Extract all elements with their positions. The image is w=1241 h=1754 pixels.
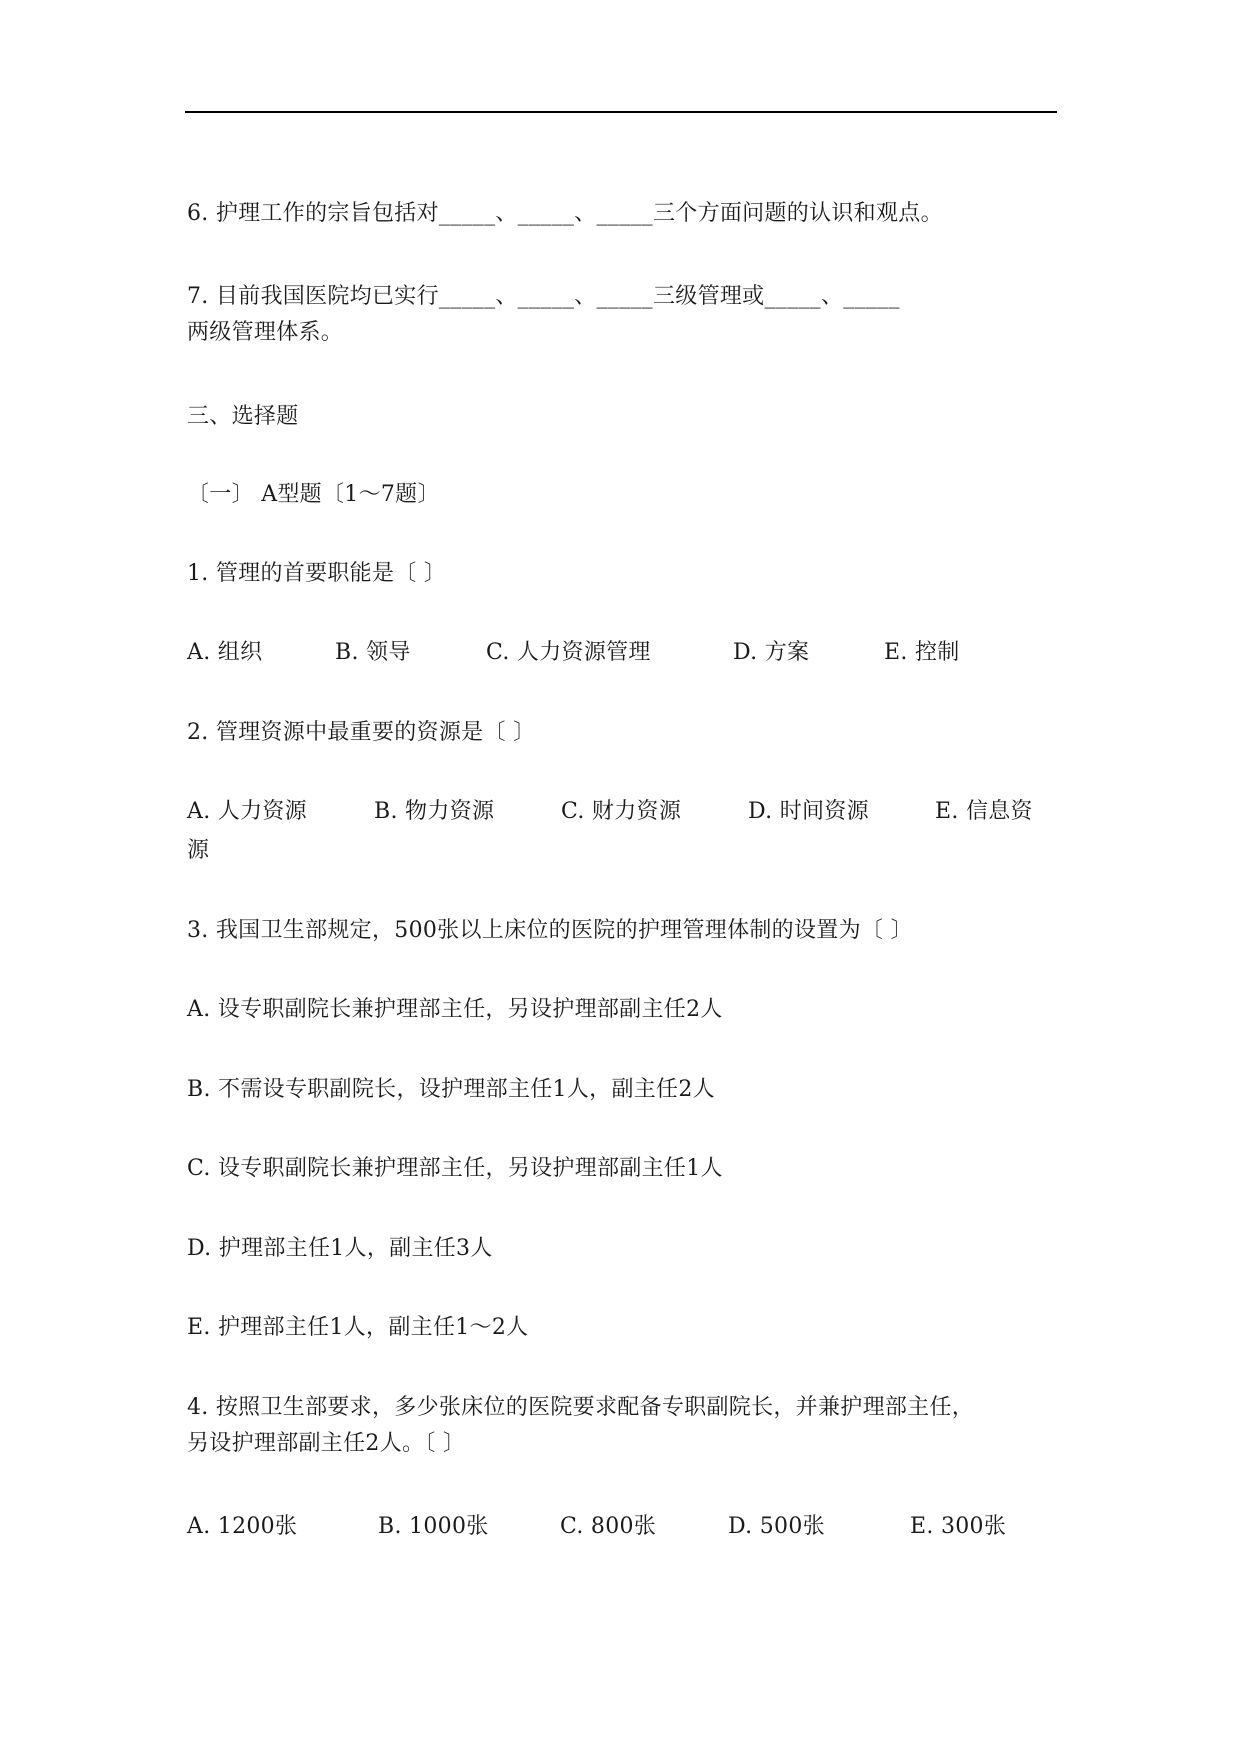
option-a: A. 人力资源 [187,799,307,824]
question-4-stem-line-1: 4. 按照卫生部要求，多少张床位的医院要求配备专职副院长，并兼护理部主任， [187,1395,975,1420]
header-rule [185,111,1057,113]
option-c: C. 财力资源 [561,799,682,824]
question-1-stem: 1. 管理的首要职能是〔 〕 [187,561,447,586]
option-e: E. 控制 [884,640,960,665]
subsection-heading: 〔一〕 A型题〔1～7题〕 [187,482,440,507]
question-7-line-2: 两级管理体系。 [187,320,344,345]
question-3-option-e: E. 护理部主任1人，副主任1～2人 [187,1315,529,1340]
option-c: C. 人力资源管理 [486,640,651,665]
option-b: B. 领导 [335,640,411,665]
question-3-option-c: C. 设专职副院长兼护理部主任，另设护理部副主任1人 [187,1156,723,1181]
question-2-options-overflow: 源 [187,838,210,863]
option-d: D. 方案 [733,640,810,665]
question-6: 6. 护理工作的宗旨包括对_____、_____、_____三个方面问题的认识和观点。 [187,201,943,226]
question-4-stem-line-2: 另设护理部副主任2人。〔 〕 [187,1431,466,1456]
question-3-option-b: B. 不需设专职副院长，设护理部主任1人，副主任2人 [187,1077,715,1102]
option-c: C. 800张 [560,1514,657,1539]
question-7-line-1: 7. 目前我国医院均已实行_____、_____、_____三级管理或_____、_____ [187,284,900,309]
option-e: E. 300张 [910,1514,1007,1539]
question-3-option-d: D. 护理部主任1人，副主任3人 [187,1236,493,1261]
question-3-option-a: A. 设专职副院长兼护理部主任，另设护理部副主任2人 [187,997,723,1022]
option-b: B. 物力资源 [374,799,495,824]
option-e: E. 信息资 [935,799,1033,824]
option-d: D. 时间资源 [748,799,869,824]
option-a: A. 组织 [187,640,263,665]
option-b: B. 1000张 [378,1514,489,1539]
question-2-stem: 2. 管理资源中最重要的资源是〔 〕 [187,720,536,745]
option-d: D. 500张 [728,1514,825,1539]
option-a: A. 1200张 [187,1514,298,1539]
question-3-stem: 3. 我国卫生部规定，500张以上床位的医院的护理管理体制的设置为〔 〕 [187,918,913,943]
section-heading: 三、选择题 [187,404,299,429]
